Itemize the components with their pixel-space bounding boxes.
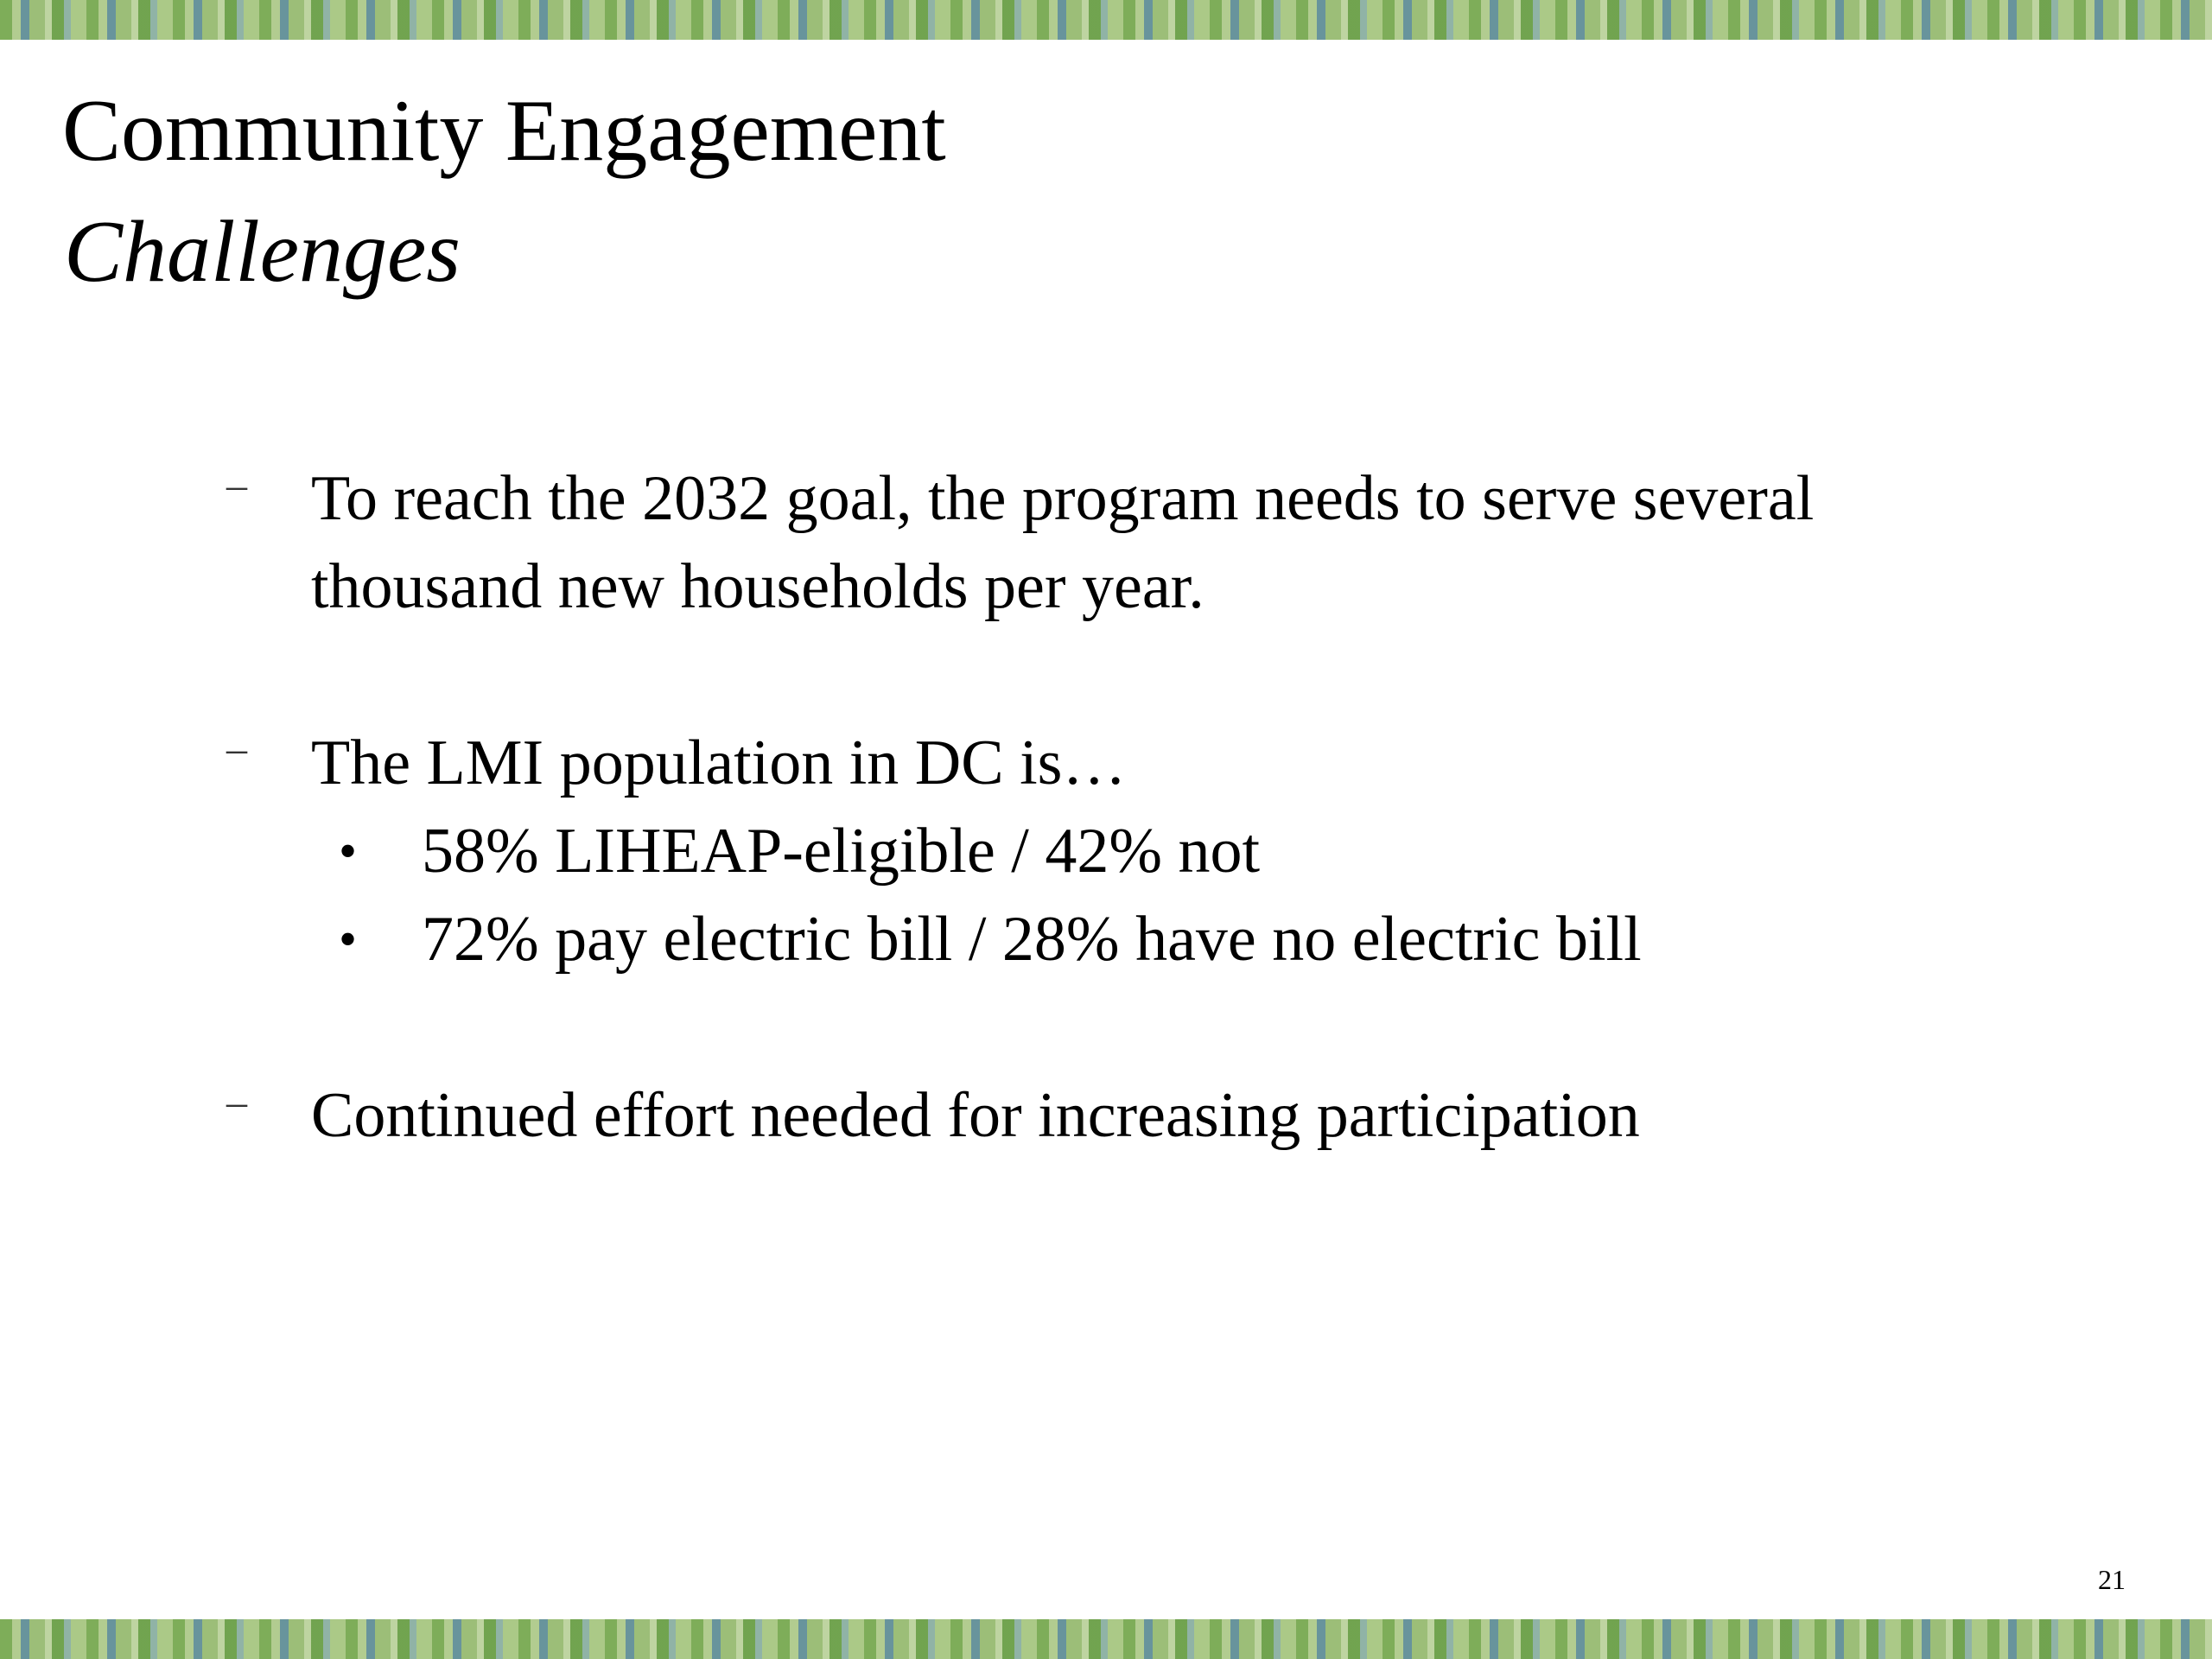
bullet-item-participation: Continued effort needed for increasing participation [311, 1080, 1640, 1151]
bullet-item-goal: To reach the 2032 goal, the program needs to serve several thousand new households per year. [311, 463, 1815, 622]
sub-bullet-marker-2: • [339, 911, 358, 968]
page-number: 21 [2098, 1564, 2126, 1595]
slide-subtitle: Challenges [64, 203, 461, 301]
dash-marker-1: – [226, 462, 247, 508]
sub-item-liheap: 58% LIHEAP-eligible / 42% not [422, 816, 1261, 887]
sub-bullet-marker-1: • [339, 823, 358, 880]
dash-marker-3: – [226, 1079, 247, 1125]
slide-title: Community Engagement [62, 82, 946, 180]
bullet-item-lmi-population: The LMI population in DC is… [311, 728, 1127, 798]
decorative-bottom-border [0, 1619, 2212, 1659]
decorative-top-border [0, 0, 2212, 40]
sub-item-electric-bill: 72% pay electric bill / 28% have no electric bill [422, 904, 1642, 975]
dash-marker-2: – [226, 726, 247, 772]
